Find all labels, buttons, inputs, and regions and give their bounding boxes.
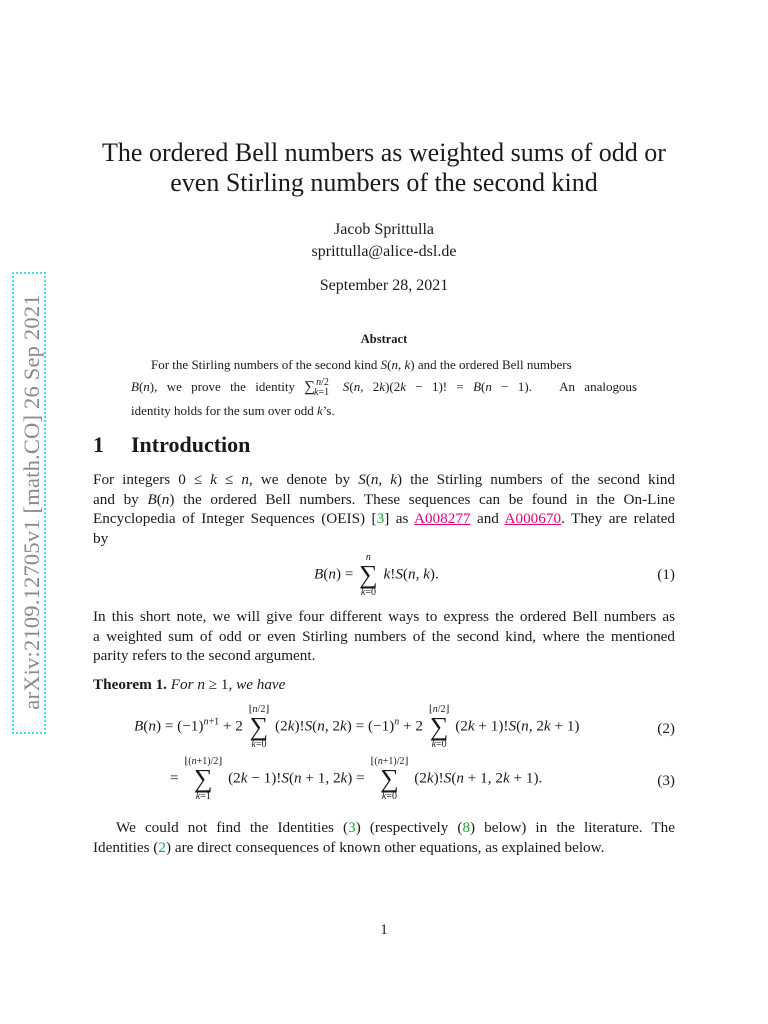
oeis-link-a008277[interactable]: A008277 [413, 510, 471, 527]
equation-1-number: (1) [657, 566, 675, 583]
sum-operator: ⌊n/2⌋ ∑ k=0 [248, 704, 270, 750]
literature-paragraph [93, 818, 675, 857]
oeis-link-a000670[interactable]: A000670 [504, 510, 562, 527]
sum-operator: ⌊(n+1)/2⌋ ∑ k=0 [370, 756, 409, 802]
paper-date: September 28, 2021 [319, 277, 449, 294]
literature-line-2: Identities (2) are direct consequences of known other equations, as explained below. [93, 838, 605, 856]
intro-line-3: Encyclopedia of Integer Sequences (OEIS) [3] as A008277 and A000670. They are related [93, 510, 675, 527]
equation-3: = ⌊(n+1)/2⌋ ∑ k=1 (2k − 1)!S(n + 1, 2k) = ⌊(n+1)/2⌋ ∑ k=0 (2k)!S(n + 1, 2k + 1). [170, 756, 543, 802]
sum-operator: ⌊(n+1)/2⌋ ∑ k=1 [184, 756, 223, 802]
equation-ref-3[interactable]: 3 [348, 819, 356, 836]
section-heading-introduction [93, 432, 250, 458]
equation-ref-2[interactable]: 2 [158, 838, 166, 856]
title-line-2: even Stirling numbers of the second kind [170, 168, 598, 197]
abstract-body [131, 356, 637, 420]
citation-link[interactable]: 3 [376, 510, 385, 527]
sum-operator: n ∑ k=0 [359, 552, 378, 598]
author-email: sprittulla@alice-dsl.de [311, 243, 457, 260]
intro-paragraph [93, 470, 675, 548]
abstract-line-2: B(n), we prove the identity $\sum_{k=1}^{n/2}$ S(n, 2k)(2k − 1)! = B(n − 1). An analogous [131, 377, 638, 398]
equation-1: B(n) = n ∑ k=0 k!S(n, k). [314, 552, 439, 598]
sum-operator: ⌊n/2⌋ ∑ k=0 [428, 704, 450, 750]
note-line-2: a weighted sum of odd or even Stirling numbers of the second kind, where the mentioned [93, 627, 675, 645]
equation-3-number: (3) [657, 772, 675, 789]
note-line-3: parity refers to the second argument. [93, 647, 316, 664]
paper-title [0, 138, 768, 198]
note-paragraph [93, 607, 675, 666]
theorem-label: Theorem 1. [93, 676, 167, 693]
equation-ref-8[interactable]: 8 [462, 819, 471, 836]
intro-line-1: For integers 0 ≤ k ≤ n, we denote by S(n, k) the Stirling numbers of the second kind [93, 471, 675, 488]
theorem-1: Theorem 1. For n ≥ 1, we have [93, 676, 286, 693]
arxiv-identifier: arXiv:2109.12705v1 [math.CO] 26 Sep 2021 [19, 294, 44, 710]
equation-2-number: (2) [657, 720, 675, 737]
author-name: Jacob Sprittulla [334, 221, 434, 238]
equation-2: $B(n) = (-1)^{n+1} + 2$ ⌊n/2⌋ ∑ k=0 (2k)!S(n, $2k) = (-1)^n + 2$ ⌊n/2⌋ ∑ k=0 (2k + 1)!S(n, 2k + 1) [134, 704, 580, 750]
note-line-1: In this short note, we will give four different ways to express the ordered Bell numbers as [93, 608, 675, 625]
abstract-line-3: identity holds for the sum over odd k’s. [131, 403, 335, 418]
abstract-line-1: For the Stirling numbers of the second kind S(n, k) and the ordered Bell numbers [151, 357, 572, 372]
abstract-heading: Abstract [360, 332, 408, 346]
intro-line-2: and by B(n) the ordered Bell numbers. These sequences can be found in the On-Line [93, 490, 676, 508]
section-number: 1 [93, 432, 104, 457]
literature-line-1: We could not find the Identities (3) (respectively (8) below) in the literature. The [116, 819, 676, 836]
section-title: Introduction [131, 432, 251, 457]
page-number: 1 [380, 922, 388, 938]
title-line-1: The ordered Bell numbers as weighted sums of odd or [102, 138, 666, 167]
intro-line-4: by [93, 529, 109, 547]
